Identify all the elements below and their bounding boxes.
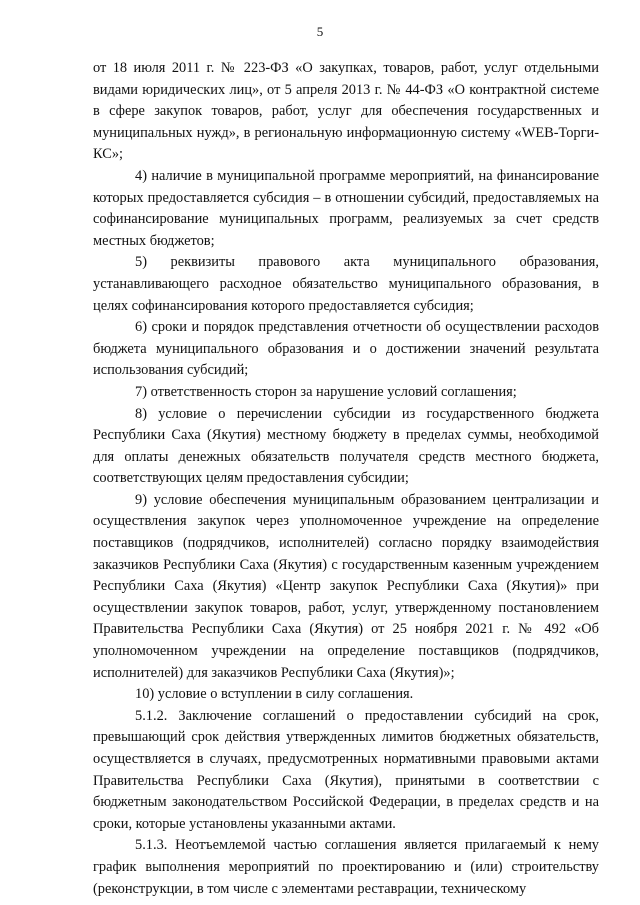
page-number: 5: [316, 24, 324, 39]
paragraph-item-8: 8) условие о перечислении субсидии из государственного бюджета Республики Саха (Якутия) местному бюджету в пределах суммы, необходимой для оплаты денежных обязательств получателя средств местного бюджета, соответствующих целям предоставления субсидии;: [93, 405, 599, 487]
paragraph-item-4: 4) наличие в муниципальной программе мероприятий, на финансирование которых предоставляется субсидия – в отношении субсидий, предоставляемых на софинансирование муниципальных программ, реализуемых за счет средств местных бюджетов;: [93, 167, 599, 249]
document-body: [93, 58, 599, 900]
paragraph-5-1-2: 5.1.2. Заключение соглашений о предоставлении субсидий на срок, превышающий срок действия утвержденных лимитов бюджетных обязательств, осуществляется в случаях, предусмотренных нормативными правовыми актами Правительства Республики Саха (Якутия), принятыми в соответствии с бюджетным законодательством Российской Федерации, в пределах средств и на сроки, которые установлены указанными актами.: [93, 707, 599, 832]
paragraph-item-6: 6) сроки и порядок представления отчетности об осуществлении расходов бюджета муниципального образования и о достижении значений результата использования субсидий;: [93, 319, 599, 379]
paragraph-item-5: 5) реквизиты правового акта муниципального образования, устанавливающего расходное обязательство муниципального образования, в целях софинансирования которого предоставляется субсидия;: [93, 254, 599, 314]
paragraph-item-9: 9) условие обеспечения муниципальным образованием централизации и осуществления закупок через уполномоченное учреждение на определение поставщиков (подрядчиков, исполнителей) согласно порядку взаимодействия заказчиков Республики Саха (Якутия) с государственным казенным учреждением Республики Саха (Якутия) «Центр закупок Республики Саха (Якутия)» при осуществлении закупок товаров, работ, услуг, утвержденному постановлением Правительства Республики Саха (Якутия) от 25 ноября 2021 г. № 492 «Об уполномоченном учреждении на определение поставщиков (подрядчиков, исполнителей) для заказчиков Республики Саха (Якутия)»;: [93, 491, 599, 681]
paragraph-item-7: 7) ответственность сторон за нарушение условий соглашения;: [135, 383, 517, 400]
paragraph-5-1-3: 5.1.3. Неотъемлемой частью соглашения является прилагаемый к нему график выполнения мероприятий по проектированию и (или) строительству (реконструкции, в том числе с элементами реставрации, техническому: [93, 837, 599, 897]
paragraph-law-references: от 18 июля 2011 г. № 223-ФЗ «О закупках, товаров, работ, услуг отдельными видами юридических лиц», от 5 апреля 2013 г. № 44-ФЗ «О контрактной системе в сфере закупок товаров, работ, услуг для обеспечения государственных и муниципальных нужд», в региональную информационную систему «WEB-Торги-КС»;: [93, 60, 599, 163]
paragraph-item-10: 10) условие о вступлении в силу соглашения.: [135, 686, 414, 703]
